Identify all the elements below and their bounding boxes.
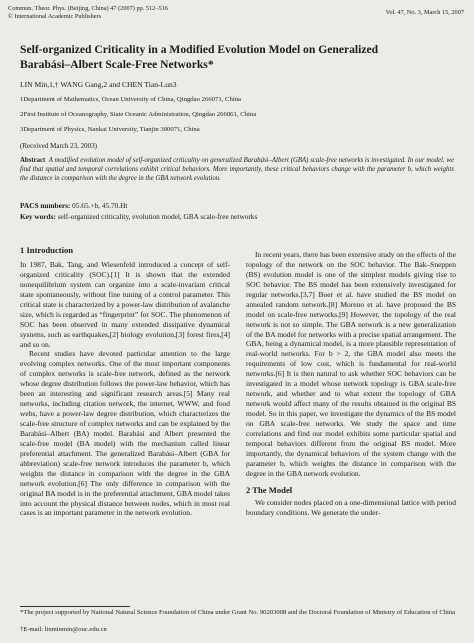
affiliation-2: 2First Institute of Oceanography, State Oceanic Administration, Qingdao 266061, China [20, 111, 257, 118]
affiliation-1: 1Department of Mathematics, Ocean University of China, Qingdao 266071, China [20, 96, 242, 103]
abstract-text: A modified evolution model of self-organized criticality on generalized Barabási–Albert (GBA) scale-free networks is investigated. In our model, we find that spatial and temporal correlations exhibit critical behaviors. More importantly, these critical behaviors change with the parameter b, which weights the distance in comparison with the degree in the GBA network evolution. [20, 157, 454, 183]
funding-footnote: *The project supported by National Natural Science Foundation of China under Grant No. 90203008 and the Doctoral Foundation of Ministry of Education of China [20, 609, 456, 616]
pacs-numbers [20, 201, 127, 210]
intro-paragraph-2: Recent studies have devoted particular attention to the large evolving complex networks. One of the most important components of complex networks is scale-free network, defined as the network whose degree distribution follows the power-law behavior, which has been an interesting and significant research areas.[5] Many real networks, including citation network, the internet, WWW, and food webs, have a power-law degree distribution, which characterizes the scale-free structure of complex networks and can be explained by the Barabási–Albert (BA) model. Barabási and Albert presented the scale-free model (BA model) with the mechanism called linear preferential attachment. The generalized Barabási–Albert (GBA for abbreviation) scale-free network introduces the parameter b, which weights the distance in comparison with the degree in the GBA network evolution.[6] The only difference in comparison with the original BA model is in the preferential attachment, GBA model takes into account the physical distance between nodes, which in most real cases is an important parameter in the network evolution. [20, 349, 230, 518]
email-footnote: †E-mail: linminmin@ouc.edu.cn [20, 626, 107, 633]
publisher-line: © International Academic Publishers [8, 13, 102, 20]
author-list: LIN Min,1,† WANG Gang,2 and CHEN Tian-Lun3 [20, 80, 177, 89]
paper-title [20, 42, 460, 72]
intro-paragraph-1: In 1987, Bak, Tang, and Wiesenfeld introduced a concept of self-organized criticality (SOC).[1] It is shown that the extended nonequilibrium system can organize into a scale-invariant critical state spontaneously, without fine tuning of a control parameter. This critical state is characterized by a power-law distribution of avalanche size, which is regarded as “fingerprint” for SOC. The phenomenon of SOC has been observed in many extended dissipative dynamical systems, such as earthquakes,[2] biology evolution,[3] forest fires,[4] and so on. [20, 260, 230, 349]
model-paragraph-1: We consider nodes placed on a one-dimensional lattice with period boundary conditions. We generate the under- [246, 497, 456, 517]
keywords-label: Key words: [20, 212, 56, 221]
received-date: (Received March 23, 2003) [20, 142, 97, 150]
section-heading-model: 2 The Model [246, 484, 293, 495]
title-line-2: Barabási–Albert Scale-Free Networks* [20, 58, 214, 71]
title-line-1: Self-organized Criticality in a Modified Evolution Model on Generalized [20, 43, 379, 56]
abstract-label: Abstract [20, 157, 46, 164]
left-column [20, 244, 230, 518]
pacs-value: 05.65.+b, 45.70.Ht [72, 201, 128, 210]
keywords [20, 212, 257, 221]
right-column [246, 250, 456, 517]
affiliation-3: 3Department of Physics, Nankai University, Tianjin 300071, China [20, 126, 200, 133]
abstract [20, 156, 454, 184]
section-heading-introduction: 1 Introduction [20, 245, 74, 255]
pacs-label: PACS numbers: [20, 201, 71, 210]
keywords-value: self-organized criticality, evolution model, GBA scale-free networks [57, 212, 258, 221]
journal-citation: Commun. Theor. Phys. (Beijing, China) 47 (2007) pp. 512–516 [8, 5, 168, 12]
intro-paragraph-3: In recent years, there has been extensive study on the effects of the topology of the network on the SOC behavior. The Bak–Sneppen (BS) evolution model is one of the simplest models giving rise to SOC behavior. The BS model has been extensively investigated for regular networks.[3,7] Boer et al. have studied the BS model on annealed random network.[8] Moreno et al. have proposed the BS model on scale-free networks.[9] However, the topology of the real network is not so simple. The GBA network is a new generalization of the BA model for networks with a precise spatial arrangement. The GBA, being a dynamical model, is a more plausible representation of real-world networks. For b > 2, the GBA model also meets the requirements of low cost, which is fundamental for real-world networks.[6] It is then natural to ask whether SOC behaviors can be investigated in a model whose network topology is GBA scale-free network, and whether and to what extent the topology of GBA network would affect many of the results obtained in the original BS model. So in this paper, we investigate the dynamics of the BS model on GBA scale-free networks. We study the space and time correlations and find our model exhibits some particular spatial and temporal behaviors different from the original BS model. More importantly, the dynamical behaviors of the system change with the parameter b, which weights the distance in comparison with the degree in the GBA network evolution. [246, 250, 456, 478]
volume-info: Vol. 47, No. 3, March 15, 2007 [385, 9, 464, 16]
footnote-divider [20, 606, 130, 607]
